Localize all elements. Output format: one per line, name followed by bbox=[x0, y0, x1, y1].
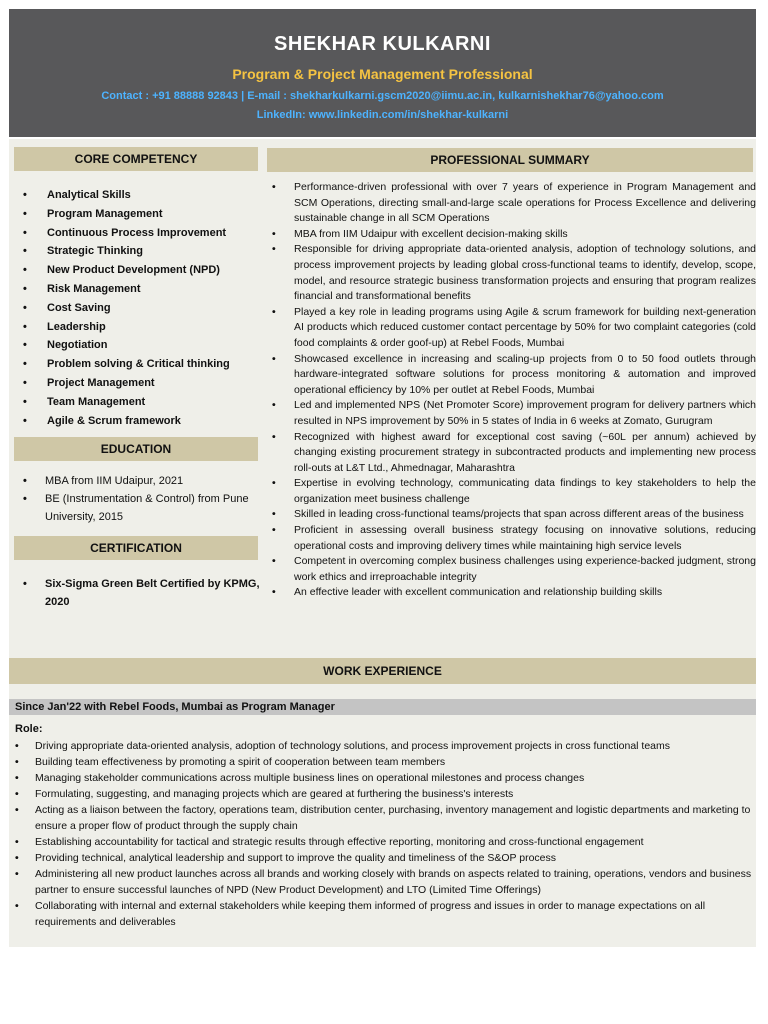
list-item: • Agile & Scrum framework bbox=[23, 412, 263, 431]
resume-body bbox=[9, 139, 756, 947]
linkedin-link[interactable]: LinkedIn: www.linkedin.com/in/shekhar-kulkarni bbox=[256, 109, 509, 121]
list-item: • Project Management bbox=[23, 374, 263, 393]
education-heading: EDUCATION bbox=[14, 437, 258, 461]
certification-list bbox=[23, 575, 263, 611]
list-item: • Administering all new product launches across all brands and working closely with brands on aspects related to training, operations, vendors and business partner to ensure successful launches of NPD (New Product Development) and LTO (Limited Time Offerings) bbox=[15, 866, 753, 898]
education-list bbox=[23, 472, 263, 526]
list-item: • Competent in overcoming complex business challenges using experience-backed judgment, strong work ethics and irreproachable integrity bbox=[272, 554, 756, 585]
list-item: • Risk Management bbox=[23, 280, 263, 299]
list-item: • Performance-driven professional with over 7 years of experience in Program Management and SCM Operations, directing small-and-large scale operations for Process Excellence and delivering sustainable change in all SCM Operations bbox=[272, 180, 756, 227]
list-item: • Collaborating with internal and external stakeholders while keeping them informed of progress and issues in order to manage expectations on all requirements and deliverables bbox=[15, 898, 753, 930]
contact-line: Contact : +91 88888 92843 | E-mail : shekharkulkarni.gscm2020@iimu.ac.in, kulkarnishekhar76@yahoo.com bbox=[101, 90, 664, 102]
list-item: • Analytical Skills bbox=[23, 186, 263, 205]
list-item: • Continuous Process Improvement bbox=[23, 224, 263, 243]
work-experience-heading: WORK EXPERIENCE bbox=[9, 658, 756, 684]
list-item: • MBA from IIM Udaipur, 2021 bbox=[23, 472, 263, 490]
core-competency-heading: CORE COMPETENCY bbox=[14, 147, 258, 171]
list-item: • Strategic Thinking bbox=[23, 242, 263, 261]
list-item: • Proficient in assessing overall business strategy focusing on innovative solutions, reducing operational costs and improving delivery times while maintaining high service levels bbox=[272, 523, 756, 554]
list-item: • BE (Instrumentation & Control) from Pune University, 2015 bbox=[23, 490, 263, 526]
role-list bbox=[15, 738, 753, 930]
list-item: • Managing stakeholder communications across multiple business lines on operational milestones and process changes bbox=[15, 770, 753, 786]
role-label: Role: bbox=[15, 723, 43, 735]
list-item: • Formulating, suggesting, and managing projects which are geared at furthering the business's interests bbox=[15, 786, 753, 802]
list-item: • Problem solving & Critical thinking bbox=[23, 355, 263, 374]
list-item: • Six-Sigma Green Belt Certified by KPMG, 2020 bbox=[23, 575, 263, 611]
list-item: • An effective leader with excellent communication and relationship building skills bbox=[272, 585, 756, 601]
candidate-name: SHEKHAR KULKARNI bbox=[274, 33, 491, 55]
list-item: • Recognized with highest award for exceptional cost saving (~60L per annum) achieved by changing existing procurement strategy in subcontracted products and implementing new process roll-outs at L&T Ltd., Ahmednagar, Maharashtra bbox=[272, 430, 756, 477]
list-item: • Acting as a liaison between the factory, operations team, distribution center, purchasing, inventory management and logistic departments and marketing to ensure a proper flow of product through the supply chain bbox=[15, 802, 753, 834]
list-item: • Expertise in evolving technology, communicating data findings to key stakeholders to help the organization meet business challenge bbox=[272, 476, 756, 507]
list-item: • Leadership bbox=[23, 318, 263, 337]
professional-summary-list bbox=[272, 180, 756, 601]
list-item: • New Product Development (NPD) bbox=[23, 261, 263, 280]
core-competency-list bbox=[23, 186, 263, 430]
professional-title: Program & Project Management Professional bbox=[232, 66, 533, 82]
list-item: • Responsible for driving appropriate data-oriented analysis, adoption of technology solutions, and process improvement projects by leading global cross-functional teams to identify, develop, scope, model, and resource strategic business transformation projects and ensuring that program realizes financial and transformational benefits bbox=[272, 242, 756, 304]
list-item: • MBA from IIM Udaipur with excellent decision-making skills bbox=[272, 227, 756, 243]
list-item: • Driving appropriate data-oriented analysis, adoption of technology solutions, and process improvement projects in cross functional teams bbox=[15, 738, 753, 754]
list-item: • Negotiation bbox=[23, 336, 263, 355]
job-title-line: Since Jan'22 with Rebel Foods, Mumbai as Program Manager bbox=[9, 699, 756, 715]
list-item: • Played a key role in leading programs using Agile & scrum framework for building next-generation AI products which reduced customer contact percentage by 50% for two complaint categories (cold food complaints & order goof-up) at Rebel Foods, Mumbai bbox=[272, 305, 756, 352]
list-item: • Showcased excellence in increasing and scaling-up projects from 0 to 50 food outlets through hardware-integrated software solutions for process monitoring & automation and improved operational efficiency by 10% per outlet at Rebel Foods, Mumbai bbox=[272, 352, 756, 399]
resume-header bbox=[9, 9, 756, 137]
list-item: • Program Management bbox=[23, 205, 263, 224]
professional-summary-heading: PROFESSIONAL SUMMARY bbox=[267, 148, 753, 172]
list-item: • Establishing accountability for tactical and strategic results through effective reporting, monitoring and cross-functional engagement bbox=[15, 834, 753, 850]
list-item: • Cost Saving bbox=[23, 299, 263, 318]
list-item: • Building team effectiveness by promoting a spirit of cooperation between team members bbox=[15, 754, 753, 770]
list-item: • Led and implemented NPS (Net Promoter Score) improvement program for delivery partners which resulted in NPS improvement by 50% in 5 states of India in 6 weeks at Zomato, Gurugram bbox=[272, 398, 756, 429]
list-item: • Skilled in leading cross-functional teams/projects that span across different areas of the business bbox=[272, 507, 756, 523]
certification-heading: CERTIFICATION bbox=[14, 536, 258, 560]
list-item: • Providing technical, analytical leadership and support to improve the quality and timeliness of the S&OP process bbox=[15, 850, 753, 866]
list-item: • Team Management bbox=[23, 393, 263, 412]
